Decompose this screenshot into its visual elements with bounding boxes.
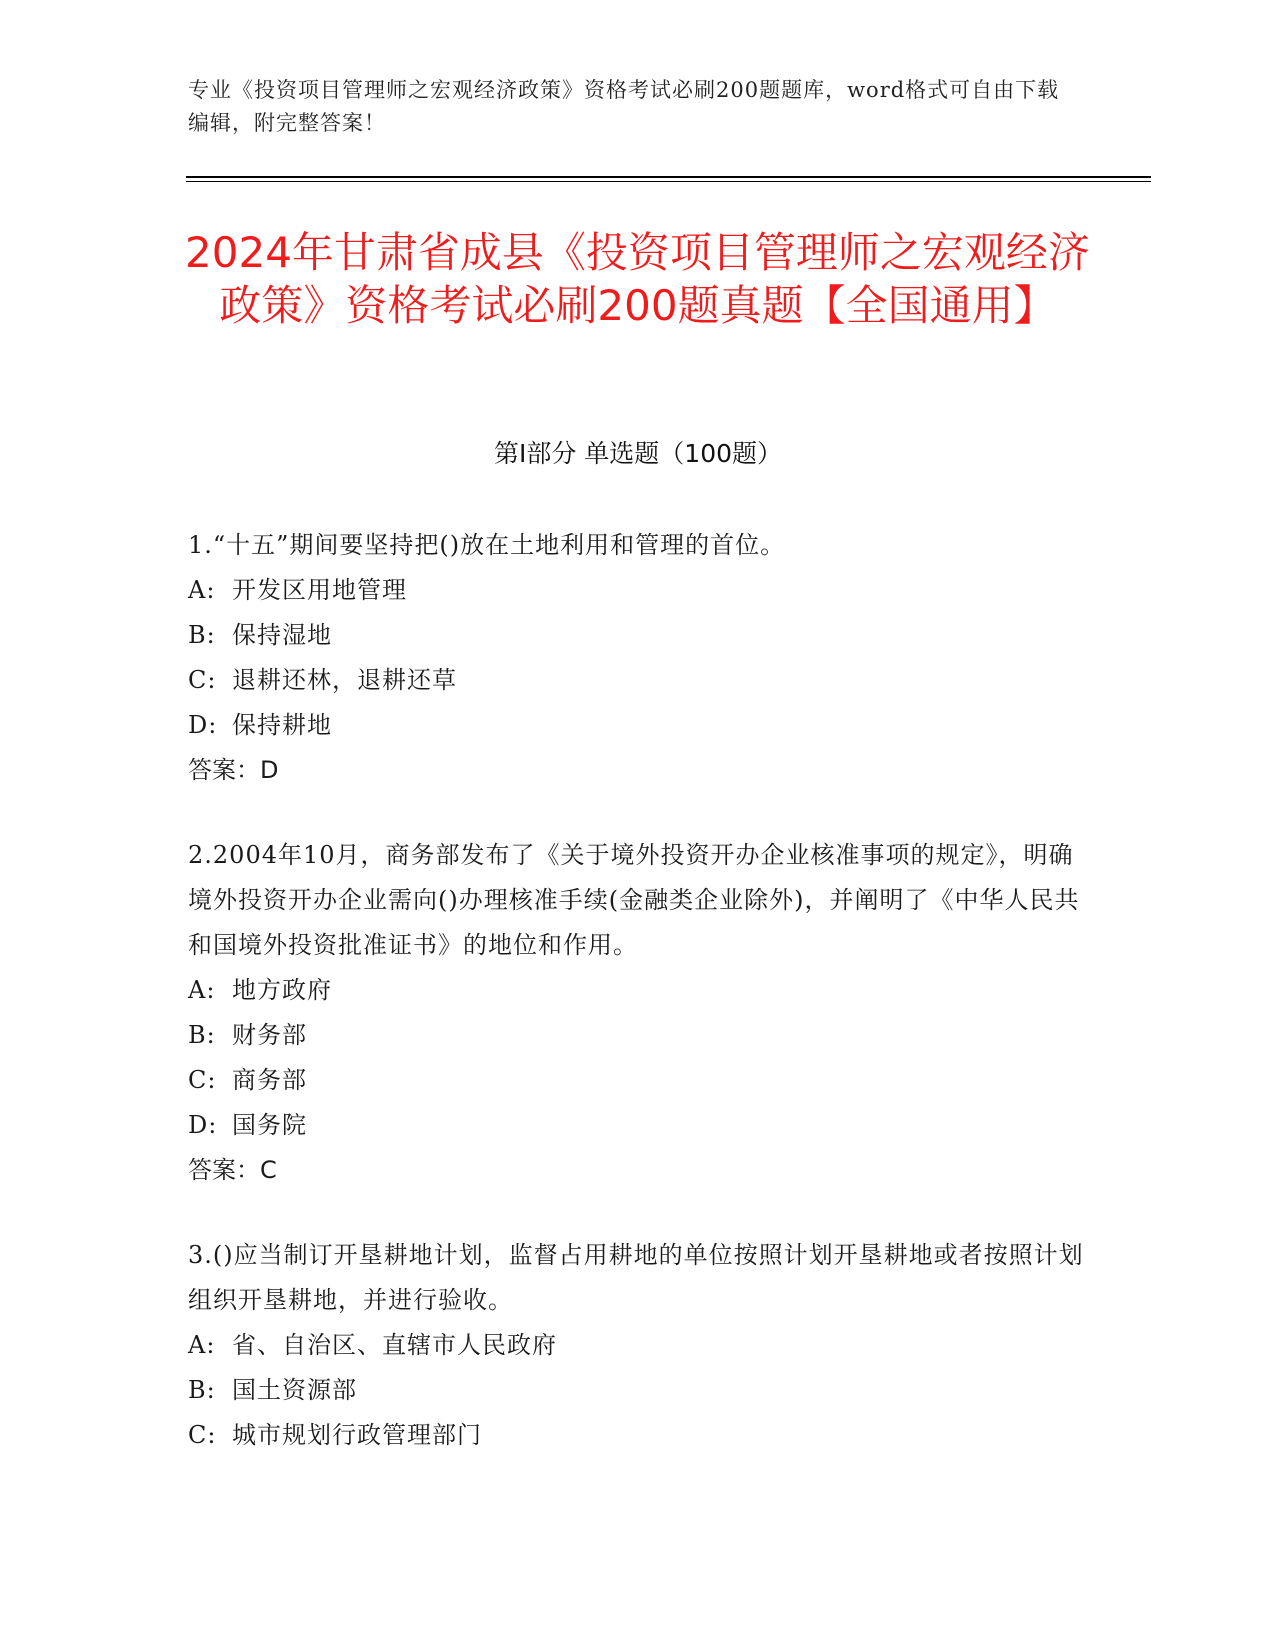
option-text: 开发区用地管理 [232,576,407,604]
option-key: B: [188,621,216,649]
option-text: 退耕还林，退耕还草 [232,666,457,694]
option-text: 商务部 [232,1066,307,1094]
question-list [188,523,1088,1498]
option-key: A: [188,976,216,1004]
option-key: B: [188,1376,216,1404]
option-text: 省、自治区、直辖市人民政府 [232,1331,557,1359]
document-title: 2024年甘肃省成县《投资项目管理师之宏观经济政策》资格考试必刷200题真题【全国通用】 [185,228,1090,330]
option-text: 国务院 [232,1111,307,1139]
header-note: 专业《投资项目管理师之宏观经济政策》资格考试必刷200题题库，word格式可自由下载编辑，附完整答案！ [188,78,1060,135]
question-stem: 3.()应当制订开垦耕地计划，监督占用耕地的单位按照计划开垦耕地或者按照计划组织开垦耕地，并进行验收。 [188,1241,1084,1314]
option-a [188,568,1088,613]
option-c [188,1058,1088,1103]
question-1 [188,523,1088,793]
option-c [188,658,1088,703]
option-d [188,1103,1088,1148]
option-b [188,1368,1088,1413]
option-a [188,968,1088,1013]
section-title: 第I部分 单选题（100题） [493,439,783,468]
option-text: 财务部 [232,1021,307,1049]
option-key: D: [188,711,218,739]
option-a [188,1323,1088,1368]
option-key: B: [188,1021,216,1049]
option-d [188,703,1088,748]
option-text: 城市规划行政管理部门 [232,1421,482,1449]
option-text: 保持湿地 [232,621,332,649]
header-divider-thick [186,176,1151,178]
option-key: C: [188,1066,217,1094]
option-b [188,1013,1088,1058]
header-divider-thin [186,181,1151,182]
option-key: C: [188,1421,217,1449]
question-3 [188,1233,1088,1458]
option-key: D: [188,1111,218,1139]
question-stem: 2.2004年10月，商务部发布了《关于境外投资开办企业核准事项的规定》，明确境外投资开办企业需向()办理核准手续(金融类企业除外)，并阐明了《中华人民共和国境外投资批准证书》的地位和作用。 [188,841,1080,959]
option-c [188,1413,1088,1458]
option-key: C: [188,666,217,694]
question-2 [188,833,1088,1193]
option-text: 地方政府 [232,976,332,1004]
option-text: 保持耕地 [232,711,332,739]
option-key: A: [188,1331,216,1359]
option-b [188,613,1088,658]
option-key: A: [188,576,216,604]
question-stem: 1.“十五”期间要坚持把()放在土地利用和管理的首位。 [188,531,786,559]
answer: 答案：C [188,1156,277,1184]
answer: 答案：D [188,756,279,784]
option-text: 国土资源部 [232,1376,357,1404]
